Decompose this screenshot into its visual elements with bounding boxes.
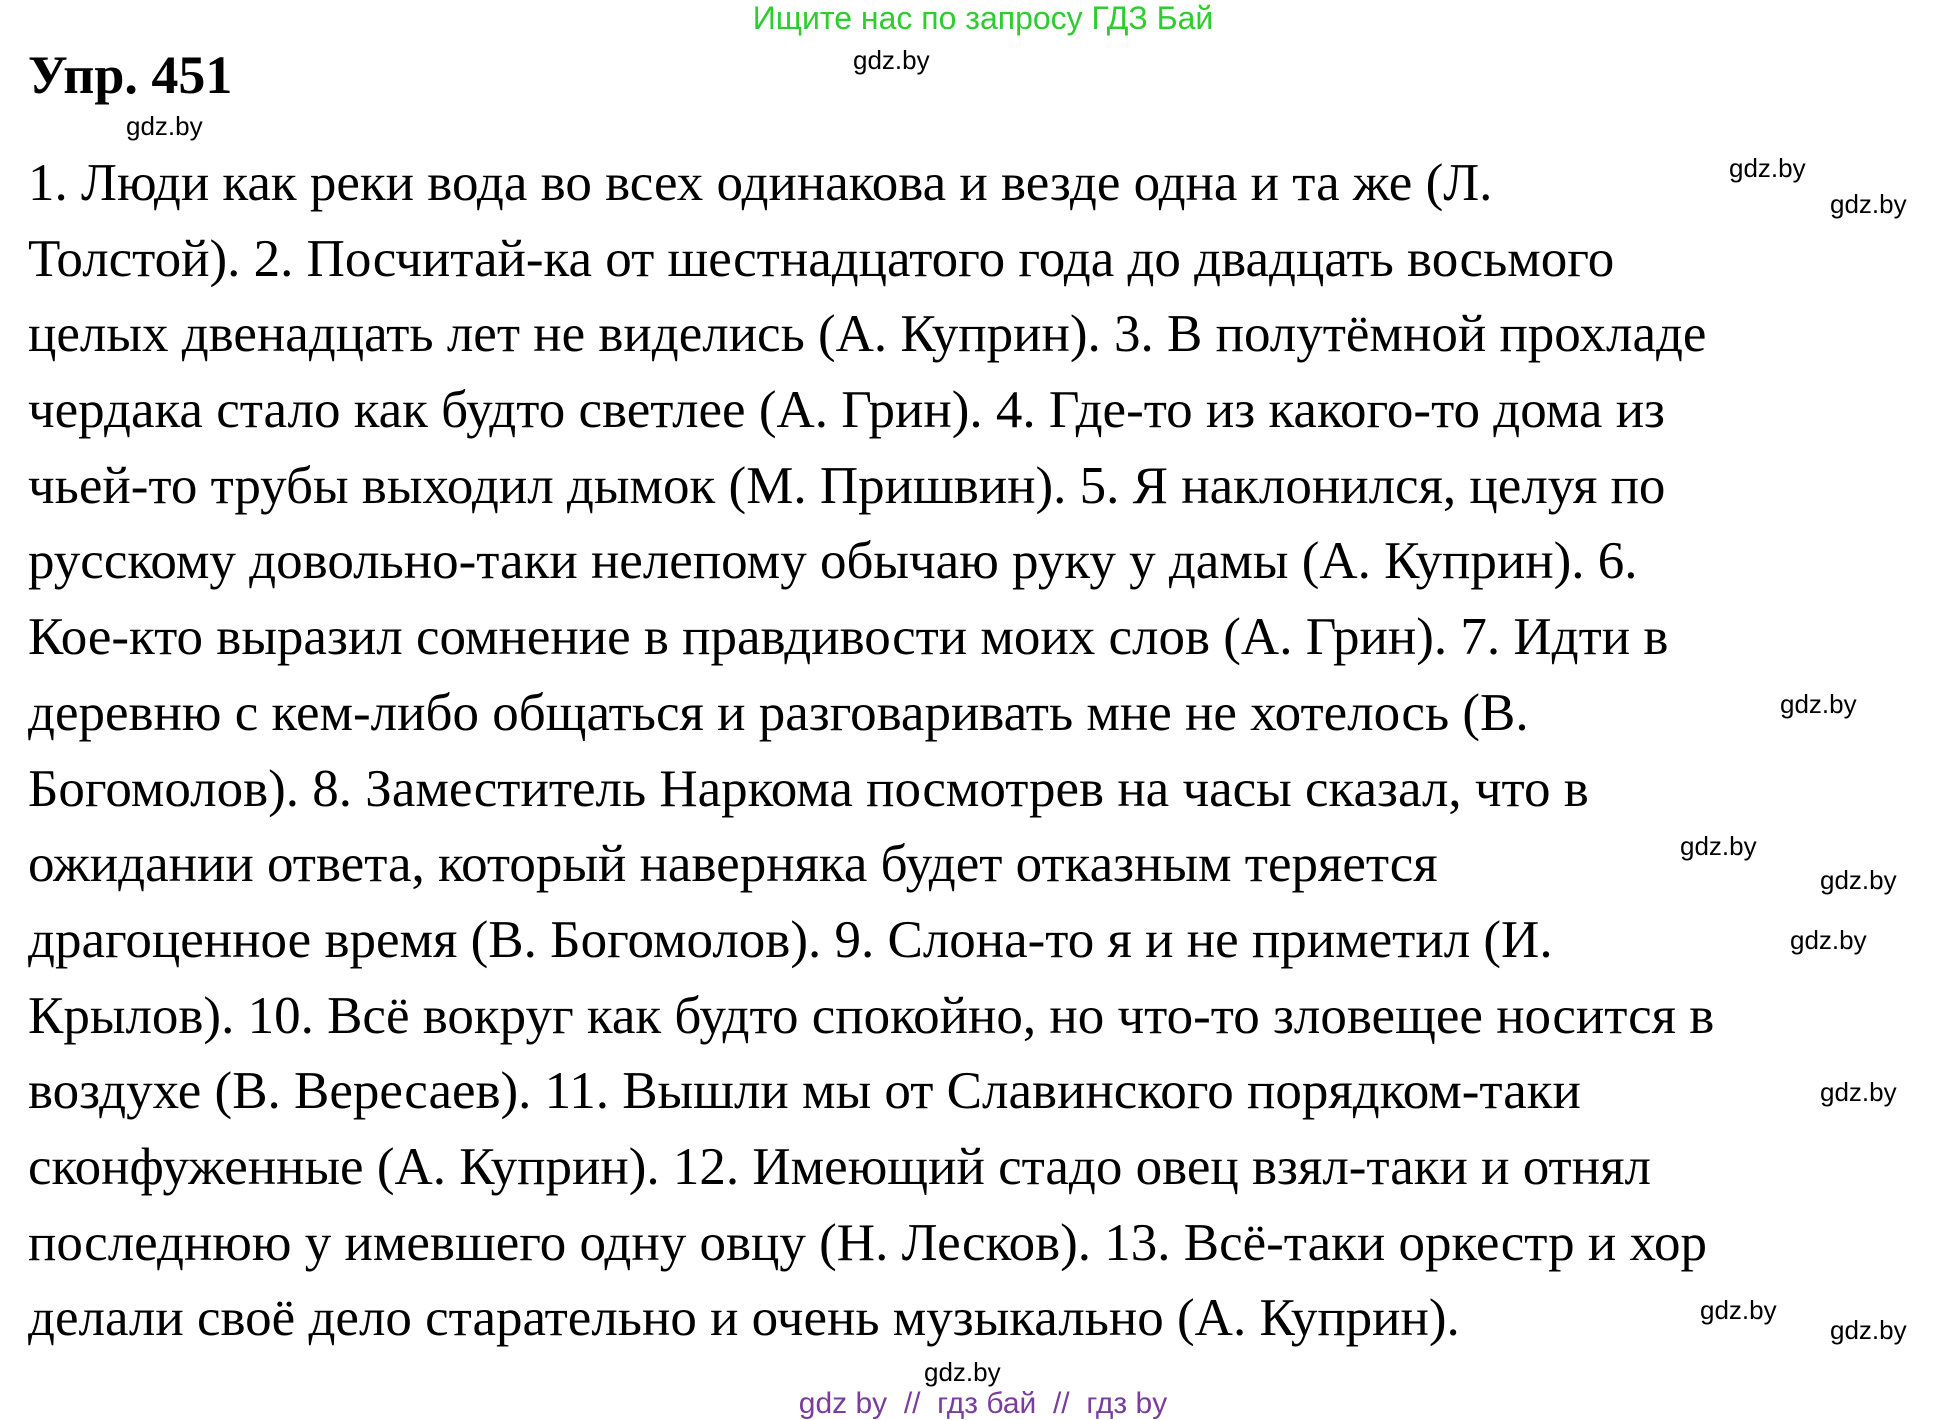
text-line: делали своё дело старательно и очень музыкально (А. Куприн). xyxy=(28,1289,1460,1348)
text-line: Крылов). 10. Всё вокруг как будто спокойно, но что-то зловещее носится в xyxy=(28,986,1715,1045)
text-line: целых двенадцать лет не виделись (А. Куприн). 3. В полутёмной прохладе xyxy=(28,305,1707,364)
watermark: gdz.by xyxy=(1820,865,1897,895)
watermark: gdz.by xyxy=(1820,1077,1897,1107)
watermark: gdz.by xyxy=(1680,831,1757,861)
watermark: gdz.by xyxy=(853,45,930,75)
search-banner: Ищите нас по запросу ГДЗ Бай xyxy=(752,0,1214,36)
watermark: gdz.by xyxy=(1700,1295,1777,1325)
text-line: драгоценное время (В. Богомолов). 9. Слона-то я и не приметил (И. xyxy=(28,910,1553,969)
text-line: ожидании ответа, который наверняка будет отказным теряется xyxy=(28,835,1438,894)
watermark: gdz.by xyxy=(924,1357,1001,1387)
watermark: gdz.by xyxy=(1830,1315,1907,1345)
text-line: воздухе (В. Вересаев). 11. Вышли мы от Славинского порядком-таки xyxy=(28,1062,1581,1121)
watermark: gdz.by xyxy=(1729,153,1806,183)
watermark: gdz.by xyxy=(1830,189,1907,219)
text-line: чьей-то трубы выходил дымок (М. Пришвин). 5. Я наклонился, целуя по xyxy=(28,456,1666,515)
text-line: 1. Люди как реки вода во всех одинакова и везде одна и та же (Л. xyxy=(28,154,1493,212)
watermark: gdz.by xyxy=(1780,689,1857,719)
text-line: чердака стало как будто светлее (А. Грин). 4. Где-то из какого-то дома из xyxy=(28,381,1665,440)
watermark: gdz.by xyxy=(126,111,203,141)
text-line: Богомолов). 8. Заместитель Наркома посмотрев на часы сказал, что в xyxy=(28,759,1589,818)
exercise-title: Упр. 451 xyxy=(28,45,233,105)
text-line: русскому довольно-таки нелепому обычаю руку у дамы (А. Куприн). 6. xyxy=(28,532,1638,591)
exercise-text xyxy=(28,146,1714,1357)
footer-links: gdz by // гдз бай // гдз by xyxy=(798,1387,1168,1420)
text-line: Толстой). 2. Посчитай-ка от шестнадцатого года до двадцать восьмого xyxy=(28,229,1615,288)
watermark: gdz.by xyxy=(1790,925,1867,955)
text-line: Кое-кто выразил сомнение в правдивости моих слов (А. Грин). 7. Идти в xyxy=(28,608,1669,667)
text-line: последнюю у имевшего одну овцу (Н. Лесков). 13. Всё-таки оркестр и хор xyxy=(28,1213,1707,1272)
text-line: сконфуженные (А. Куприн). 12. Имеющий стадо овец взял-таки и отнял xyxy=(28,1137,1651,1196)
text-line: деревню с кем-либо общаться и разговаривать мне не хотелось (В. xyxy=(28,683,1529,742)
